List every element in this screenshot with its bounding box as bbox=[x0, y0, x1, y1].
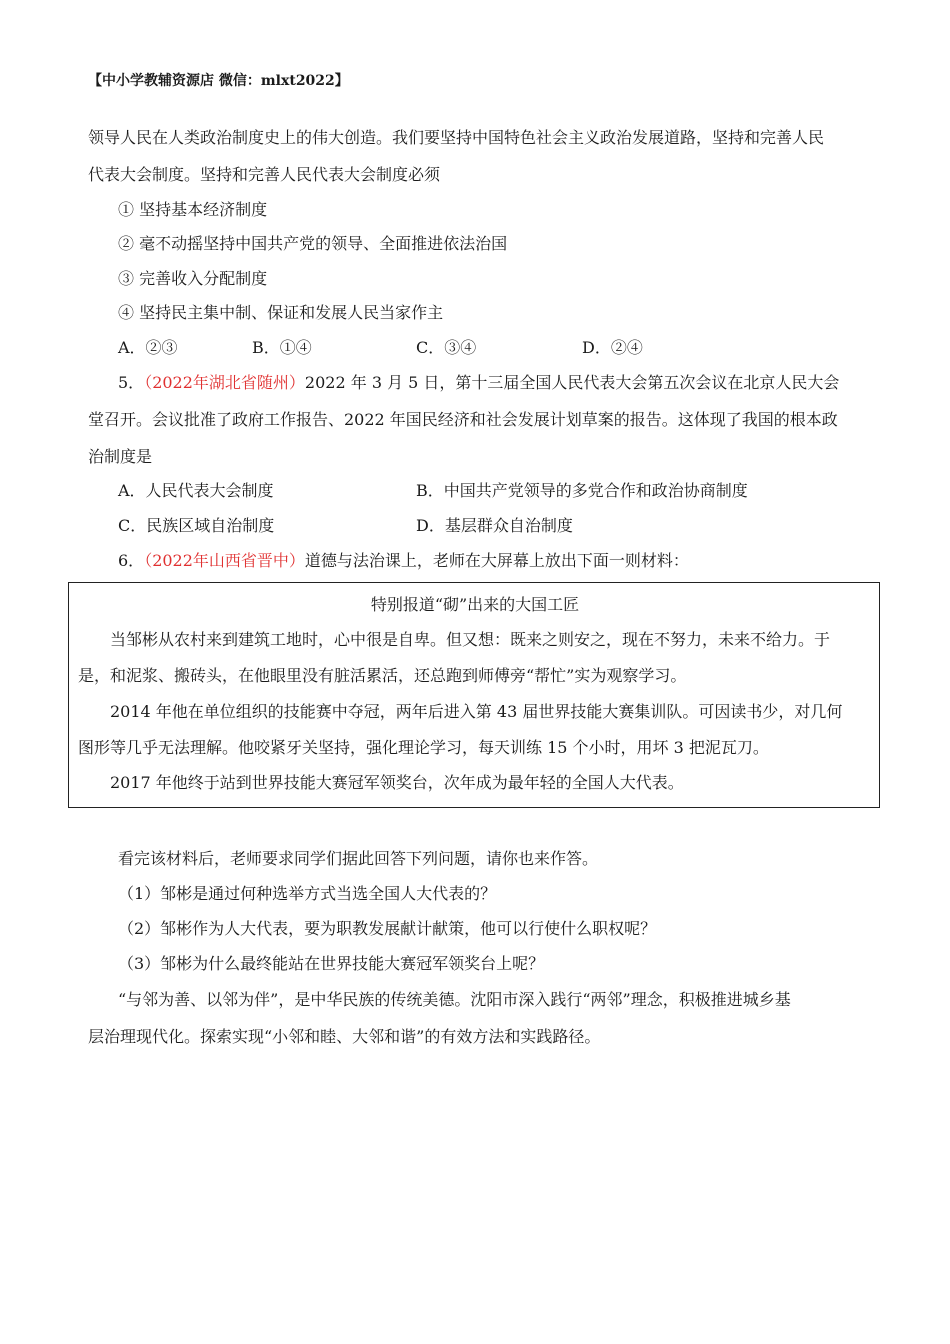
q4-option-b: B．①④ bbox=[252, 338, 312, 357]
q5-line-3: 治制度是 bbox=[88, 447, 153, 466]
q5-line-2: 堂召开。会议批准了政府工作报告、2022 年国民经济和社会发展计划草案的报告。这体现了我国的根本政 bbox=[88, 410, 838, 429]
material-p2-line-1: 2014 年他在单位组织的技能赛中夺冠，两年后进入第 43 届世界技能大赛集训队。可因读书少，对几何 bbox=[110, 702, 843, 721]
closing-line-2: 层治理现代化。探索实现“小邻和睦、大邻和谐”的有效方法和实践路径。 bbox=[88, 1027, 601, 1046]
q5-option-a: A．人民代表大会制度 bbox=[118, 481, 274, 500]
q5-source: （2022年湖北省随州） bbox=[144, 373, 305, 392]
q5-number: 5． bbox=[118, 373, 145, 392]
q4-option-d: D．②④ bbox=[582, 338, 643, 357]
material-p2-line-2: 图形等几乎无法理解。他咬紧牙关坚持，强化理论学习，每天训练 15 个小时，用坏 3 把泥瓦刀。 bbox=[78, 738, 769, 757]
q4-statement-2: ② 毫不动摇坚持中国共产党的领导、全面推进依法治国 bbox=[118, 234, 508, 253]
closing-line-1: “与邻为善、以邻为伴”，是中华民族的传统美德。沈阳市深入践行“两邻”理念，积极推进城乡基 bbox=[118, 990, 791, 1009]
q5-stem: 2022 年 3 月 5 日，第十三届全国人民代表大会第五次会议在北京人民大会 bbox=[304, 373, 840, 392]
q6-after: 看完该材料后，老师要求同学们据此回答下列问题，请你也来作答。 bbox=[118, 849, 599, 868]
page-header: 【中小学教辅资源店 微信：mlxt2022】 bbox=[88, 73, 349, 89]
q4-option-a: A．②③ bbox=[118, 338, 178, 357]
q4-statement-1: ① 坚持基本经济制度 bbox=[118, 200, 268, 219]
q4-statement-4: ④ 坚持民主集中制、保证和发展人民当家作主 bbox=[118, 303, 444, 322]
material-p1-line-1: 当邹彬从农村来到建筑工地时，心中很是自卑。但又想：既来之则安之，现在不努力，未来不给力。于 bbox=[110, 630, 831, 649]
q4-statement-3: ③ 完善收入分配制度 bbox=[118, 269, 268, 288]
q5-option-c: C．民族区域自治制度 bbox=[118, 516, 275, 535]
q6-source: （2022年山西省晋中） bbox=[144, 551, 305, 570]
material-title: 特别报道“砌”出来的大国工匠 bbox=[370, 595, 580, 614]
intro-line-1: 领导人民在人类政治制度史上的伟大创造。我们要坚持中国特色社会主义政治发展道路，坚持和完善人民 bbox=[88, 128, 825, 147]
q4-option-c: C．③④ bbox=[416, 338, 477, 357]
q5-option-d: D．基层群众自治制度 bbox=[416, 516, 573, 535]
q6-question-3: （3）邹彬为什么最终能站在世界技能大赛冠军领奖台上呢？ bbox=[118, 954, 545, 973]
q6-question-1: （1）邹彬是通过何种选举方式当选全国人大代表的？ bbox=[118, 884, 497, 903]
q5-option-b: B．中国共产党领导的多党合作和政治协商制度 bbox=[416, 481, 748, 500]
q6-stem: 道德与法治课上，老师在大屏幕上放出下面一则材料： bbox=[304, 551, 689, 570]
q6-line-1 bbox=[118, 551, 689, 571]
q6-number: 6． bbox=[118, 551, 145, 570]
material-p1-line-2: 是，和泥浆、搬砖头，在他眼里没有脏活累活，还总跑到师傅旁“帮忙”实为观察学习。 bbox=[78, 666, 687, 685]
q6-question-2: （2）邹彬作为人大代表，要为职教发展献计献策，他可以行使什么职权呢？ bbox=[118, 919, 657, 938]
q5-line-1 bbox=[118, 373, 839, 393]
intro-line-2: 代表大会制度。坚持和完善人民代表大会制度必须 bbox=[88, 165, 441, 184]
material-p3: 2017 年他终于站到世界技能大赛冠军领奖台，次年成为最年轻的全国人大代表。 bbox=[110, 773, 684, 792]
